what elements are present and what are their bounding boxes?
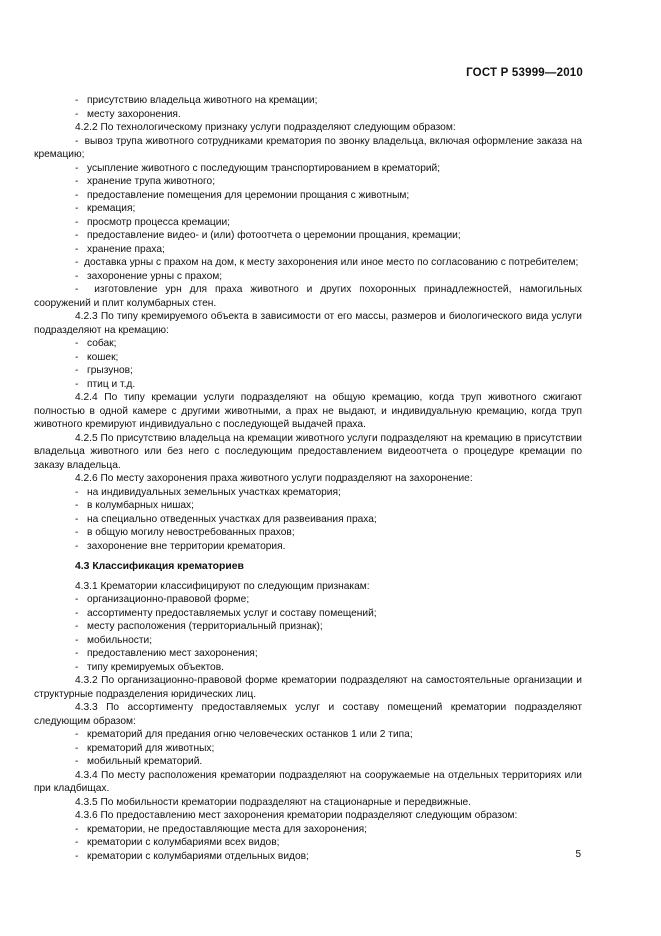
list-item-text: типу кремируемых объектов.	[87, 661, 224, 673]
list-item	[34, 270, 582, 284]
list-item-text: крематорий для животных;	[87, 742, 215, 754]
list-item	[34, 351, 582, 365]
list-item-text: крематории с колумбариями отдельных видов;	[87, 850, 309, 862]
paragraph: 4.3.4 По месту расположения крематории подразделяют на сооружаемые на отдельных территориях или при кладбищах.	[34, 769, 582, 794]
paragraph: 4.2.5 По присутствию владельца на кремации животного услуги подразделяют на кремацию в присутствии владельца животного или без него с последующим предоставлением видеоотчета о процедуре кремации по заказу владельца.	[34, 432, 582, 471]
list-item	[34, 526, 582, 540]
list-item-text: предоставлению мест захоронения;	[87, 648, 258, 659]
list-item	[34, 593, 582, 607]
list-dash: -	[75, 176, 79, 187]
section-title: 4.3 Классификация крематориев	[75, 561, 244, 572]
list-item-text: изготовление урн для праха животного и других похоронных принадлежностей, намогильных сооружений и плит колумбарных стен.	[34, 284, 582, 309]
list-dash: -	[75, 607, 79, 619]
list-item-text: хранение трупа животного;	[87, 176, 216, 187]
list-dash: -	[75, 189, 79, 201]
paragraph: 4.2.4 По типу кремации услуги подразделяют на общую кремацию, когда труп животного сжигают полностью в одной камере с другими животными, а прах не выдают, и индивидуальную кремацию, когда труп животного кремируют индивидуально с последующей выдачей праха.	[34, 392, 582, 430]
list-dash: -	[75, 648, 79, 659]
list-item-text: птиц и т.д.	[87, 378, 136, 390]
list-item-text: организационно-правовой форме;	[87, 594, 250, 605]
list-item	[34, 229, 582, 243]
list-dash: -	[75, 634, 79, 646]
list-dash: -	[75, 661, 79, 673]
paragraph: 4.3.1 Крематории классифицируют по следующим признакам:	[75, 580, 370, 592]
list-item-text: грызунов;	[87, 365, 133, 376]
list-item	[34, 283, 582, 310]
list-item	[34, 378, 582, 392]
list-item	[34, 135, 582, 162]
list-item-text: кремация;	[87, 203, 136, 214]
list-item	[34, 850, 582, 864]
list-item-text: предоставление помещения для церемонии прощания с животным;	[87, 189, 410, 201]
document-body	[34, 94, 582, 863]
list-dash: -	[75, 203, 79, 214]
paragraph: 4.2.3 По типу кремируемого объекта в зависимости от его массы, размеров и биологического вида услуги подразделяют на кремацию:	[34, 311, 582, 336]
list-dash: -	[75, 365, 79, 376]
list-item-text: на специально отведенных участках для развеивания праха;	[87, 513, 377, 525]
list-item-text: предоставление видео- и (или) фотоотчета о церемонии прощания, кремации;	[87, 230, 461, 241]
list-dash: -	[75, 486, 79, 498]
list-dash: -	[75, 216, 79, 228]
list-item	[34, 513, 582, 527]
list-dash: -	[75, 850, 79, 862]
list-item-text: месту расположения (территориальный признак);	[87, 621, 323, 632]
paragraph: 4.2.6 По месту захоронения праха животного услуги подразделяют на захоронение:	[75, 473, 473, 484]
list-dash: -	[75, 338, 79, 349]
list-item	[34, 108, 582, 122]
list-item	[34, 94, 582, 108]
list-item	[34, 216, 582, 230]
paragraph: 4.3.3 По ассортименту предоставляемых услуг и составу помещений крематории подразделяют следующим образом:	[34, 702, 582, 727]
list-item-text: доставка урны с прахом на дом, к месту захоронения или иное место по согласованию с потребителем;	[84, 257, 579, 268]
list-dash: -	[75, 108, 79, 120]
list-item-text: присутствию владельца животного на кремации;	[87, 95, 318, 106]
paragraph: 4.3.6 По предоставлению мест захоронения крематории подразделяют следующим образом:	[75, 810, 518, 821]
list-dash: -	[75, 95, 79, 106]
list-dash: -	[75, 823, 79, 835]
list-item-text: крематории с колумбариями всех видов;	[87, 837, 280, 848]
list-item	[34, 486, 582, 500]
list-item	[34, 647, 582, 661]
list-dash: -	[75, 513, 79, 525]
list-dash: -	[75, 257, 85, 268]
list-item	[34, 836, 582, 850]
list-item-text: захоронение вне территории крематория.	[87, 540, 286, 552]
standard-header: ГОСТ Р 53999—2010	[466, 67, 583, 79]
paragraph: 4.3.5 По мобильности крематории подразделяют на стационарные и передвижные.	[75, 796, 472, 808]
list-dash: -	[75, 527, 79, 538]
list-dash: -	[75, 162, 79, 174]
list-item-text: месту захоронения.	[87, 108, 181, 120]
list-item	[34, 243, 582, 257]
list-dash: -	[75, 351, 79, 363]
list-item	[34, 742, 582, 756]
list-item	[34, 634, 582, 648]
paragraph: 4.2.2 По технологическому признаку услуги подразделяют следующим образом:	[75, 122, 456, 133]
list-item	[34, 607, 582, 621]
list-dash: -	[75, 378, 79, 390]
list-item	[34, 175, 582, 189]
list-dash: -	[75, 621, 79, 632]
list-item	[34, 364, 582, 378]
list-item	[34, 540, 582, 554]
list-dash: -	[75, 500, 79, 511]
list-dash: -	[75, 284, 95, 295]
paragraph: 4.3.2 По организационно-правовой форме крематории подразделяют на самостоятельные организации и структурные подразделения юридических лиц.	[34, 675, 582, 700]
list-dash: -	[75, 756, 79, 767]
list-item	[34, 620, 582, 634]
page-number: 5	[575, 849, 581, 860]
list-item-text: захоронение урны с прахом;	[87, 270, 223, 282]
list-item-text: в колумбарных нишах;	[87, 500, 194, 511]
list-item-text: крематории, не предоставляющие места для захоронения;	[87, 823, 367, 835]
list-item-text: ассортименту предоставляемых услуг и составу помещений;	[87, 607, 377, 619]
list-item-text: просмотр процесса кремации;	[87, 216, 230, 228]
list-item	[34, 661, 582, 675]
list-item-text: на индивидуальных земельных участках крематория;	[87, 486, 341, 498]
list-dash: -	[75, 230, 79, 241]
list-item-text: вывоз трупа животного сотрудниками крематория по звонку владельца, включая оформление заказа на кремацию;	[34, 135, 582, 160]
list-item	[34, 823, 582, 837]
list-item	[34, 755, 582, 769]
list-item-text: крематорий для предания огню человеческих останков 1 или 2 типа;	[87, 729, 413, 740]
list-item	[34, 337, 582, 351]
list-item-text: кошек;	[87, 351, 119, 363]
list-dash: -	[75, 742, 79, 754]
list-item	[34, 189, 582, 203]
list-item-text: усыпление животного с последующим транспортированием в крематорий;	[87, 162, 441, 174]
list-dash: -	[75, 135, 85, 147]
list-dash: -	[75, 270, 79, 282]
list-item-text: в общую могилу невостребованных прахов;	[87, 527, 295, 538]
list-dash: -	[75, 729, 79, 740]
list-item	[34, 499, 582, 513]
list-dash: -	[75, 594, 79, 605]
list-dash: -	[75, 837, 79, 848]
list-item-text: мобильности;	[87, 634, 153, 646]
list-item	[34, 256, 582, 270]
list-item	[34, 202, 582, 216]
list-dash: -	[75, 243, 79, 255]
list-item-text: мобильный крематорий.	[87, 756, 203, 767]
list-item	[34, 162, 582, 176]
list-item	[34, 728, 582, 742]
list-item-text: хранение праха;	[87, 243, 165, 255]
list-item-text: собак;	[87, 338, 117, 349]
list-dash: -	[75, 540, 79, 552]
